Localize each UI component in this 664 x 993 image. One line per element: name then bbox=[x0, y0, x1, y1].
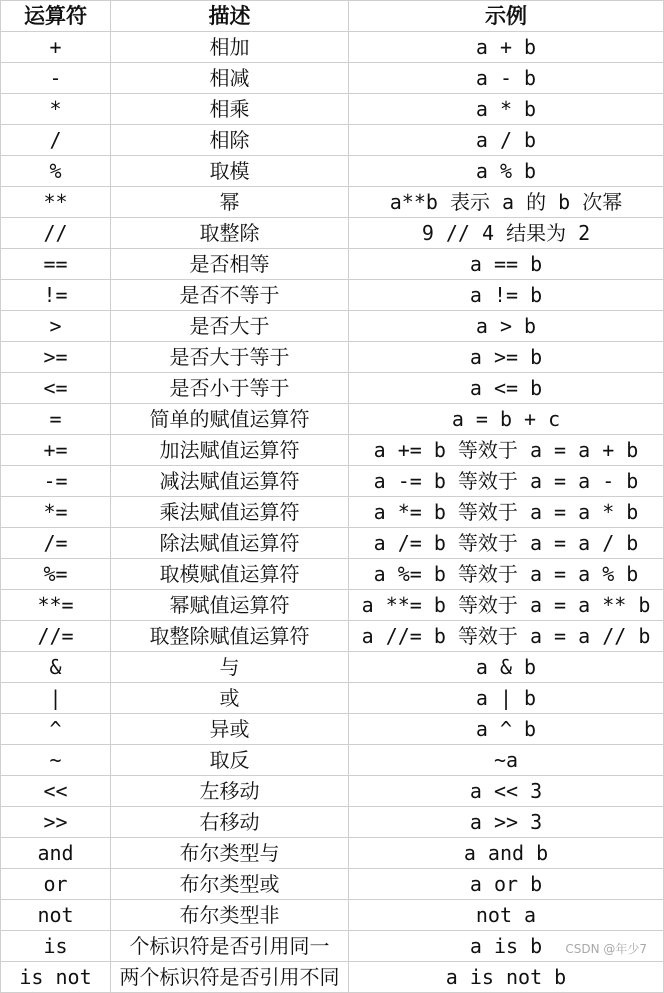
table-row bbox=[1, 900, 664, 931]
example-cell[interactable]: a & b bbox=[349, 652, 664, 683]
description-cell[interactable]: 两个标识符是否引用不同 bbox=[111, 962, 349, 993]
description-cell[interactable]: 相除 bbox=[111, 125, 349, 156]
description-cell[interactable]: 取反 bbox=[111, 745, 349, 776]
example-cell[interactable]: a | b bbox=[349, 683, 664, 714]
table-row bbox=[1, 249, 664, 280]
description-cell[interactable]: 是否大于 bbox=[111, 311, 349, 342]
watermark: CSDN @年少7 bbox=[565, 942, 647, 956]
example-cell[interactable]: a *= b 等效于 a = a * b bbox=[349, 497, 664, 528]
example-cell[interactable]: ~a bbox=[349, 745, 664, 776]
description-cell[interactable]: 是否不等于 bbox=[111, 280, 349, 311]
example-cell[interactable]: a or b bbox=[349, 869, 664, 900]
operator-cell[interactable]: % bbox=[1, 156, 111, 187]
operator-cell[interactable]: and bbox=[1, 838, 111, 869]
example-cell[interactable]: a >> 3 bbox=[349, 807, 664, 838]
example-cell[interactable]: a is not b bbox=[349, 962, 664, 993]
operator-cell[interactable]: != bbox=[1, 280, 111, 311]
operator-cell[interactable]: *= bbox=[1, 497, 111, 528]
table-row bbox=[1, 590, 664, 621]
example-cell[interactable]: a**b 表示 a 的 b 次幂 bbox=[349, 187, 664, 218]
table-row bbox=[1, 714, 664, 745]
operator-cell[interactable]: -= bbox=[1, 466, 111, 497]
example-cell[interactable]: a - b bbox=[349, 63, 664, 94]
description-cell[interactable]: 右移动 bbox=[111, 807, 349, 838]
table-row bbox=[1, 311, 664, 342]
example-cell[interactable]: a % b bbox=[349, 156, 664, 187]
table-row bbox=[1, 745, 664, 776]
example-cell[interactable]: a + b bbox=[349, 32, 664, 63]
table-row bbox=[1, 342, 664, 373]
operator-cell[interactable]: << bbox=[1, 776, 111, 807]
table-body bbox=[1, 32, 664, 993]
operator-cell[interactable]: * bbox=[1, 94, 111, 125]
operator-cell[interactable]: == bbox=[1, 249, 111, 280]
operator-cell[interactable]: is not bbox=[1, 962, 111, 993]
operator-cell[interactable]: >= bbox=[1, 342, 111, 373]
table-row bbox=[1, 683, 664, 714]
table-row bbox=[1, 125, 664, 156]
table-row bbox=[1, 63, 664, 94]
operator-cell[interactable]: // bbox=[1, 218, 111, 249]
example-cell[interactable]: a and b bbox=[349, 838, 664, 869]
table-row bbox=[1, 497, 664, 528]
operator-cell[interactable]: //= bbox=[1, 621, 111, 652]
description-cell[interactable]: 相加 bbox=[111, 32, 349, 63]
table-row bbox=[1, 559, 664, 590]
header-description[interactable]: 描述 bbox=[111, 1, 349, 32]
example-cell[interactable]: a == b bbox=[349, 249, 664, 280]
table-row bbox=[1, 404, 664, 435]
description-cell[interactable]: 加法赋值运算符 bbox=[111, 435, 349, 466]
table-row bbox=[1, 962, 664, 993]
example-cell[interactable]: a is b bbox=[349, 931, 664, 962]
table-row bbox=[1, 621, 664, 652]
table-row bbox=[1, 218, 664, 249]
table-row bbox=[1, 528, 664, 559]
description-cell[interactable]: 是否大于等于 bbox=[111, 342, 349, 373]
header-example[interactable]: 示例 bbox=[349, 1, 664, 32]
header-operator[interactable]: 运算符 bbox=[1, 1, 111, 32]
example-cell[interactable]: a //= b 等效于 a = a // b bbox=[349, 621, 664, 652]
operator-cell[interactable]: /= bbox=[1, 528, 111, 559]
operator-cell[interactable]: ^ bbox=[1, 714, 111, 745]
description-cell[interactable]: 取模赋值运算符 bbox=[111, 559, 349, 590]
operator-cell[interactable]: - bbox=[1, 63, 111, 94]
header-row bbox=[1, 1, 664, 32]
description-cell[interactable]: 取整除 bbox=[111, 218, 349, 249]
table-row bbox=[1, 776, 664, 807]
table-row bbox=[1, 869, 664, 900]
example-cell[interactable]: not a bbox=[349, 900, 664, 931]
example-cell[interactable]: a * b bbox=[349, 94, 664, 125]
example-cell[interactable]: a -= b 等效于 a = a - b bbox=[349, 466, 664, 497]
description-cell[interactable]: 左移动 bbox=[111, 776, 349, 807]
table-row bbox=[1, 156, 664, 187]
description-cell[interactable]: 除法赋值运算符 bbox=[111, 528, 349, 559]
description-cell[interactable]: 是否小于等于 bbox=[111, 373, 349, 404]
example-cell[interactable]: a /= b 等效于 a = a / b bbox=[349, 528, 664, 559]
description-cell[interactable]: 相减 bbox=[111, 63, 349, 94]
description-cell[interactable]: 简单的赋值运算符 bbox=[111, 404, 349, 435]
operator-cell[interactable]: += bbox=[1, 435, 111, 466]
example-cell[interactable]: a **= b 等效于 a = a ** b bbox=[349, 590, 664, 621]
operator-cell[interactable]: or bbox=[1, 869, 111, 900]
table-row bbox=[1, 280, 664, 311]
operator-cell[interactable]: = bbox=[1, 404, 111, 435]
operator-cell[interactable]: ** bbox=[1, 187, 111, 218]
description-cell[interactable]: 减法赋值运算符 bbox=[111, 466, 349, 497]
operator-cell[interactable]: | bbox=[1, 683, 111, 714]
operator-cell[interactable]: %= bbox=[1, 559, 111, 590]
description-cell[interactable]: 或 bbox=[111, 683, 349, 714]
table-row bbox=[1, 94, 664, 125]
example-cell[interactable]: a > b bbox=[349, 311, 664, 342]
description-cell[interactable]: 乘法赋值运算符 bbox=[111, 497, 349, 528]
table-row bbox=[1, 187, 664, 218]
table-row bbox=[1, 373, 664, 404]
example-cell[interactable]: a != b bbox=[349, 280, 664, 311]
operator-cell[interactable]: + bbox=[1, 32, 111, 63]
description-cell[interactable]: 幂 bbox=[111, 187, 349, 218]
operator-cell[interactable]: / bbox=[1, 125, 111, 156]
example-cell[interactable]: a >= b bbox=[349, 342, 664, 373]
table-row bbox=[1, 807, 664, 838]
example-cell[interactable]: a << 3 bbox=[349, 776, 664, 807]
description-cell[interactable]: 取模 bbox=[111, 156, 349, 187]
operator-cell[interactable]: <= bbox=[1, 373, 111, 404]
table-row bbox=[1, 466, 664, 497]
description-cell[interactable]: 异或 bbox=[111, 714, 349, 745]
operator-cell[interactable]: is bbox=[1, 931, 111, 962]
description-cell[interactable]: 布尔类型非 bbox=[111, 900, 349, 931]
example-cell[interactable]: a = b + c bbox=[349, 404, 664, 435]
operator-cell[interactable]: & bbox=[1, 652, 111, 683]
table-row bbox=[1, 435, 664, 466]
table-row bbox=[1, 32, 664, 63]
operator-cell[interactable]: not bbox=[1, 900, 111, 931]
table-row bbox=[1, 652, 664, 683]
example-cell[interactable]: a %= b 等效于 a = a % b bbox=[349, 559, 664, 590]
operator-cell[interactable]: >> bbox=[1, 807, 111, 838]
description-cell[interactable]: 布尔类型或 bbox=[111, 869, 349, 900]
description-cell[interactable]: 相乘 bbox=[111, 94, 349, 125]
operator-cell[interactable]: > bbox=[1, 311, 111, 342]
description-cell[interactable]: 取整除赋值运算符 bbox=[111, 621, 349, 652]
table-row bbox=[1, 838, 664, 869]
description-cell[interactable]: 是否相等 bbox=[111, 249, 349, 280]
operator-cell[interactable]: ~ bbox=[1, 745, 111, 776]
example-cell[interactable]: a += b 等效于 a = a + b bbox=[349, 435, 664, 466]
example-cell[interactable]: 9 // 4 结果为 2 bbox=[349, 218, 664, 249]
description-cell[interactable]: 与 bbox=[111, 652, 349, 683]
example-cell[interactable]: a / b bbox=[349, 125, 664, 156]
example-cell[interactable]: a ^ b bbox=[349, 714, 664, 745]
description-cell[interactable]: 幂赋值运算符 bbox=[111, 590, 349, 621]
description-cell[interactable]: 个标识符是否引用同一 bbox=[111, 931, 349, 962]
description-cell[interactable]: 布尔类型与 bbox=[111, 838, 349, 869]
example-cell[interactable]: a <= b bbox=[349, 373, 664, 404]
operator-cell[interactable]: **= bbox=[1, 590, 111, 621]
